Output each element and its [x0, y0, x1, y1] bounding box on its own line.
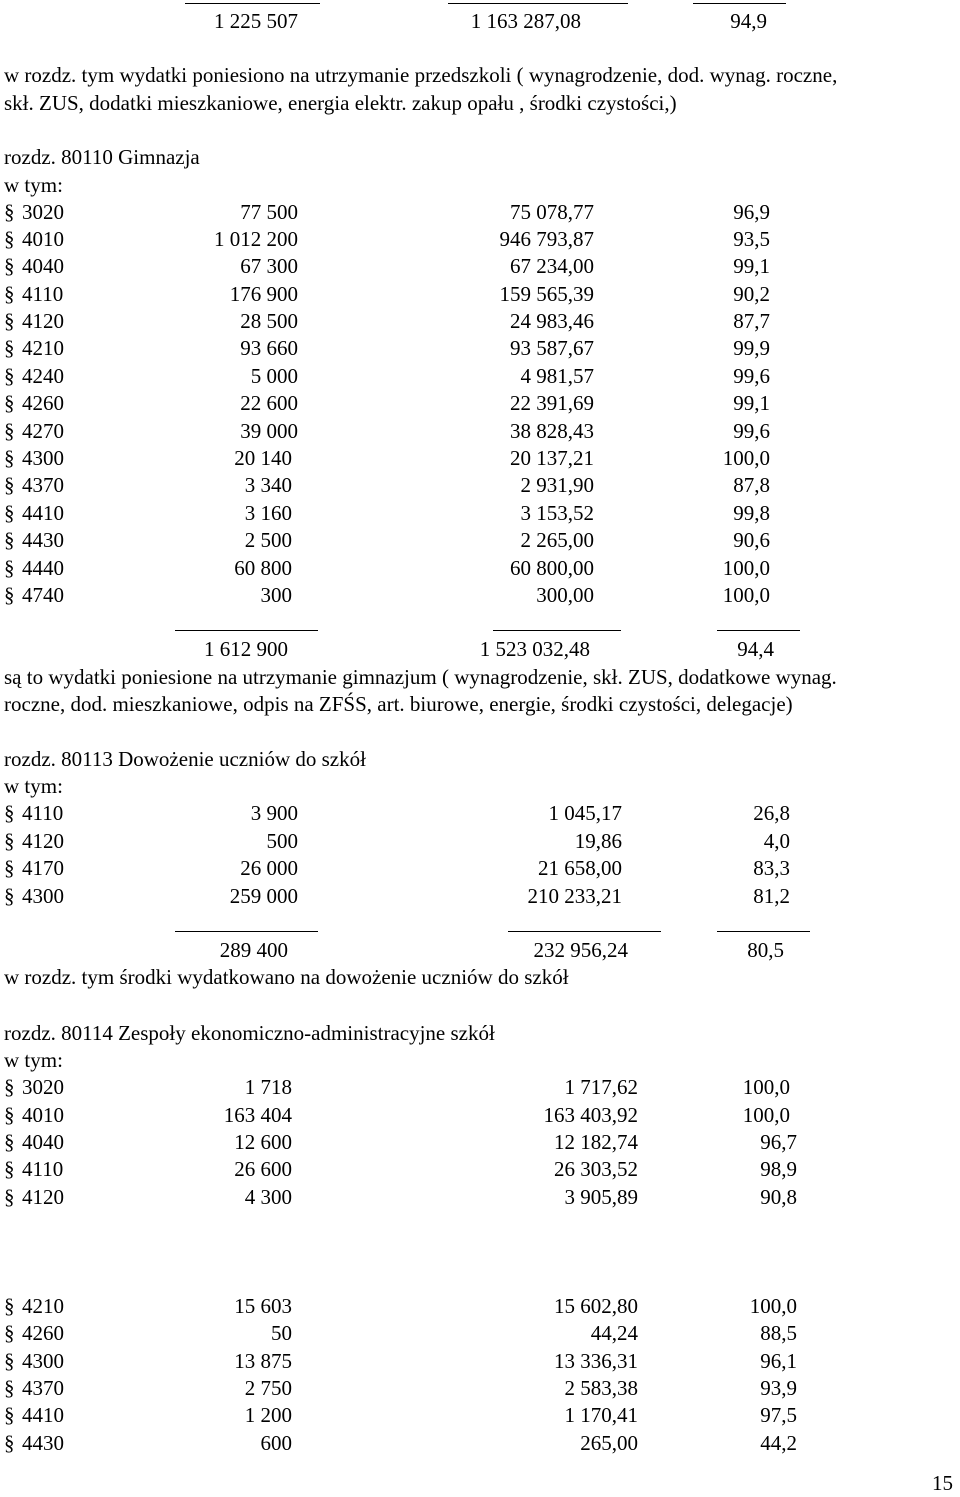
row-percent: 100,0 — [722, 583, 770, 607]
row-plan: 163 404 — [223, 1103, 292, 1127]
row-exec: 210 233,21 — [527, 884, 622, 908]
page-number: 15 — [932, 1471, 953, 1495]
table-row — [4, 335, 960, 362]
row-percent: 96,9 — [733, 200, 770, 224]
section-title: rozdz. 80110 Gimnazja — [4, 145, 200, 169]
row-exec: 24 983,46 — [510, 309, 594, 333]
row-exec: 93 587,67 — [510, 336, 594, 360]
row-plan: 28 500 — [240, 309, 298, 333]
row-plan: 5 000 — [250, 364, 298, 388]
table-row — [4, 1074, 960, 1101]
paragraph-sign: § — [4, 1349, 15, 1373]
row-percent: 93,5 — [733, 227, 770, 251]
section-title: rozdz. 80114 Zespoły ekonomiczno-administracyjne szkół — [4, 1021, 495, 1045]
row-code: 4110 — [22, 801, 64, 825]
row-code: 4210 — [22, 1294, 64, 1318]
row-plan: 13 875 — [234, 1349, 292, 1373]
table-row — [4, 527, 960, 554]
row-code: 4740 — [22, 583, 64, 607]
table-row — [4, 1293, 960, 1320]
row-plan: 26 600 — [234, 1157, 292, 1181]
paragraph-sign: § — [4, 556, 15, 580]
section-total-row — [0, 636, 960, 663]
row-percent: 99,8 — [733, 501, 770, 525]
paragraph-sign: § — [4, 200, 15, 224]
row-exec: 1 717,62 — [564, 1075, 638, 1099]
total-percent: 80,5 — [747, 938, 784, 962]
table-row — [4, 1156, 960, 1183]
row-exec: 265,00 — [580, 1431, 638, 1455]
section-subtitle: w tym: — [4, 774, 63, 798]
table-row — [4, 1375, 960, 1402]
row-percent: 81,2 — [753, 884, 790, 908]
table-row — [4, 226, 960, 253]
row-percent: 90,6 — [733, 528, 770, 552]
total-exec: 1 163 287,08 — [470, 9, 581, 33]
total-plan: 1 612 900 — [204, 637, 288, 661]
row-plan: 259 000 — [229, 884, 298, 908]
row-code: 4430 — [22, 1431, 64, 1455]
total-underline-pct — [693, 3, 786, 4]
row-percent: 88,5 — [760, 1321, 797, 1345]
row-plan: 2 750 — [244, 1376, 292, 1400]
row-code: 4010 — [22, 227, 64, 251]
row-code: 4300 — [22, 884, 64, 908]
row-plan: 20 140 — [234, 446, 292, 470]
paragraph-sign: § — [4, 364, 15, 388]
row-code: 4120 — [22, 1185, 64, 1209]
paragraph-sign: § — [4, 1157, 15, 1181]
paragraph-sign: § — [4, 583, 15, 607]
row-code: 4210 — [22, 336, 64, 360]
row-code: 4370 — [22, 473, 64, 497]
paragraph-sign: § — [4, 1185, 15, 1209]
row-exec: 1 170,41 — [564, 1403, 638, 1427]
row-code: 4270 — [22, 419, 64, 443]
row-plan: 3 900 — [250, 801, 298, 825]
table-row — [4, 555, 960, 582]
paragraph-sign: § — [4, 473, 15, 497]
row-plan: 500 — [266, 829, 298, 853]
table-row — [4, 418, 960, 445]
table-row — [4, 855, 960, 882]
row-percent: 100,0 — [722, 446, 770, 470]
row-code: 4110 — [22, 282, 64, 306]
row-code: 4300 — [22, 1349, 64, 1373]
table-row — [4, 253, 960, 280]
row-code: 4430 — [22, 528, 64, 552]
row-code: 4240 — [22, 364, 64, 388]
paragraph-sign: § — [4, 282, 15, 306]
paragraph-sign: § — [4, 336, 15, 360]
total-underline-pct — [717, 630, 800, 631]
row-exec: 3 905,89 — [564, 1185, 638, 1209]
row-exec: 20 137,21 — [510, 446, 594, 470]
row-code: 4440 — [22, 556, 64, 580]
table-row — [4, 1102, 960, 1129]
row-exec: 1 045,17 — [548, 801, 622, 825]
paragraph-sign: § — [4, 227, 15, 251]
section-total-row — [0, 937, 960, 964]
row-exec: 15 602,80 — [554, 1294, 638, 1318]
row-exec: 4 981,57 — [520, 364, 594, 388]
paragraph-sign: § — [4, 501, 15, 525]
row-code: 4260 — [22, 391, 64, 415]
row-exec: 26 303,52 — [554, 1157, 638, 1181]
row-percent: 100,0 — [742, 1075, 790, 1099]
top-total-row — [0, 8, 960, 35]
total-underline-pct — [717, 931, 810, 932]
row-exec: 163 403,92 — [543, 1103, 638, 1127]
table-row — [4, 472, 960, 499]
total-underline-exec — [508, 931, 661, 932]
row-code: 4170 — [22, 856, 64, 880]
row-exec: 44,24 — [590, 1321, 638, 1345]
row-plan: 176 900 — [229, 282, 298, 306]
row-code: 4010 — [22, 1103, 64, 1127]
note-line: skł. ZUS, dodatki mieszkaniowe, energia elektr. zakup opału , środki czystości,) — [4, 91, 677, 115]
note-line: roczne, dod. mieszkaniowe, odpis na ZFŚS, art. biurowe, energie, środki czystości, delegacje) — [4, 692, 793, 716]
row-code: 4300 — [22, 446, 64, 470]
paragraph-sign: § — [4, 1376, 15, 1400]
table-row — [4, 1184, 960, 1211]
paragraph-sign: § — [4, 1294, 15, 1318]
paragraph-sign: § — [4, 1103, 15, 1127]
row-percent: 99,9 — [733, 336, 770, 360]
row-percent: 100,0 — [722, 556, 770, 580]
row-percent: 96,1 — [760, 1349, 797, 1373]
row-percent: 99,1 — [733, 254, 770, 278]
paragraph-sign: § — [4, 1403, 15, 1427]
row-percent: 90,2 — [733, 282, 770, 306]
table-row — [4, 1348, 960, 1375]
row-plan: 12 600 — [234, 1130, 292, 1154]
row-percent: 100,0 — [749, 1294, 797, 1318]
total-plan: 1 225 507 — [214, 9, 298, 33]
row-code: 4110 — [22, 1157, 64, 1181]
total-exec: 1 523 032,48 — [479, 637, 590, 661]
table-row — [4, 281, 960, 308]
row-plan: 4 300 — [244, 1185, 292, 1209]
paragraph-sign: § — [4, 1130, 15, 1154]
table-row — [4, 390, 960, 417]
row-plan: 93 660 — [240, 336, 298, 360]
row-code: 3020 — [22, 200, 64, 224]
total-underline-plan — [175, 931, 318, 932]
table-row — [4, 308, 960, 335]
total-exec: 232 956,24 — [533, 938, 628, 962]
row-plan: 39 000 — [240, 419, 298, 443]
row-plan: 60 800 — [234, 556, 292, 580]
row-exec: 67 234,00 — [510, 254, 594, 278]
section-subtitle: w tym: — [4, 173, 63, 197]
table-row — [4, 582, 960, 609]
total-underline-plan — [175, 630, 318, 631]
paragraph-sign: § — [4, 829, 15, 853]
table-row — [4, 800, 960, 827]
row-plan: 15 603 — [234, 1294, 292, 1318]
row-exec: 2 583,38 — [564, 1376, 638, 1400]
row-plan: 3 160 — [244, 501, 292, 525]
table-row — [4, 500, 960, 527]
row-percent: 26,8 — [753, 801, 790, 825]
row-plan: 3 340 — [244, 473, 292, 497]
row-exec: 60 800,00 — [510, 556, 594, 580]
row-percent: 87,8 — [733, 473, 770, 497]
table-row — [4, 1430, 960, 1457]
row-exec: 21 658,00 — [538, 856, 622, 880]
paragraph-sign: § — [4, 309, 15, 333]
table-row — [4, 445, 960, 472]
paragraph-sign: § — [4, 1075, 15, 1099]
row-code: 4410 — [22, 501, 64, 525]
row-percent: 83,3 — [753, 856, 790, 880]
paragraph-sign: § — [4, 419, 15, 443]
row-percent: 100,0 — [742, 1103, 790, 1127]
paragraph-sign: § — [4, 884, 15, 908]
table-row — [4, 883, 960, 910]
row-plan: 77 500 — [240, 200, 298, 224]
note-line: są to wydatki poniesione na utrzymanie gimnazjum ( wynagrodzenie, skł. ZUS, dodatkowe wynag. — [4, 665, 837, 689]
row-percent: 99,1 — [733, 391, 770, 415]
row-percent: 87,7 — [733, 309, 770, 333]
table-row — [4, 1402, 960, 1429]
row-code: 4370 — [22, 1376, 64, 1400]
row-code: 4410 — [22, 1403, 64, 1427]
total-underline-plan — [185, 3, 320, 4]
row-exec: 2 931,90 — [520, 473, 594, 497]
row-plan: 1 012 200 — [214, 227, 298, 251]
row-exec: 946 793,87 — [499, 227, 594, 251]
row-plan: 50 — [271, 1321, 292, 1345]
row-percent: 93,9 — [760, 1376, 797, 1400]
row-code: 4040 — [22, 1130, 64, 1154]
row-code: 4120 — [22, 829, 64, 853]
paragraph-sign: § — [4, 801, 15, 825]
table-row — [4, 199, 960, 226]
row-exec: 19,86 — [574, 829, 622, 853]
table-row — [4, 1129, 960, 1156]
row-percent: 99,6 — [733, 419, 770, 443]
paragraph-sign: § — [4, 528, 15, 552]
row-code: 4260 — [22, 1321, 64, 1345]
row-exec: 12 182,74 — [554, 1130, 638, 1154]
row-code: 4040 — [22, 254, 64, 278]
row-percent: 98,9 — [760, 1157, 797, 1181]
total-underline-exec — [448, 3, 628, 4]
row-code: 3020 — [22, 1075, 64, 1099]
row-exec: 75 078,77 — [510, 200, 594, 224]
row-plan: 300 — [260, 583, 292, 607]
table-row — [4, 828, 960, 855]
row-plan: 1 200 — [244, 1403, 292, 1427]
table-row — [4, 363, 960, 390]
row-plan: 2 500 — [244, 528, 292, 552]
row-percent: 99,6 — [733, 364, 770, 388]
row-plan: 26 000 — [240, 856, 298, 880]
row-code: 4120 — [22, 309, 64, 333]
row-plan: 1 718 — [244, 1075, 292, 1099]
paragraph-sign: § — [4, 391, 15, 415]
row-percent: 44,2 — [760, 1431, 797, 1455]
total-underline-exec — [493, 630, 621, 631]
paragraph-sign: § — [4, 1321, 15, 1345]
table-row — [4, 1320, 960, 1347]
row-exec: 13 336,31 — [554, 1349, 638, 1373]
row-percent: 4,0 — [763, 829, 790, 853]
total-percent: 94,4 — [737, 637, 774, 661]
row-exec: 159 565,39 — [499, 282, 594, 306]
section-title: rozdz. 80113 Dowożenie uczniów do szkół — [4, 747, 366, 771]
paragraph-sign: § — [4, 446, 15, 470]
row-plan: 600 — [260, 1431, 292, 1455]
row-plan: 22 600 — [240, 391, 298, 415]
note-line: w rozdz. tym wydatki poniesiono na utrzymanie przedszkoli ( wynagrodzenie, dod. wynag. roczne, — [4, 63, 838, 87]
row-exec: 3 153,52 — [520, 501, 594, 525]
row-plan: 67 300 — [240, 254, 298, 278]
row-percent: 96,7 — [760, 1130, 797, 1154]
total-plan: 289 400 — [219, 938, 288, 962]
note-line: w rozdz. tym środki wydatkowano na dowożenie uczniów do szkół — [4, 965, 569, 989]
row-exec: 38 828,43 — [510, 419, 594, 443]
section-subtitle: w tym: — [4, 1048, 63, 1072]
row-percent: 90,8 — [760, 1185, 797, 1209]
paragraph-sign: § — [4, 1431, 15, 1455]
row-exec: 22 391,69 — [510, 391, 594, 415]
paragraph-sign: § — [4, 254, 15, 278]
row-percent: 97,5 — [760, 1403, 797, 1427]
total-percent: 94,9 — [730, 9, 767, 33]
row-exec: 2 265,00 — [520, 528, 594, 552]
paragraph-sign: § — [4, 856, 15, 880]
row-exec: 300,00 — [536, 583, 594, 607]
